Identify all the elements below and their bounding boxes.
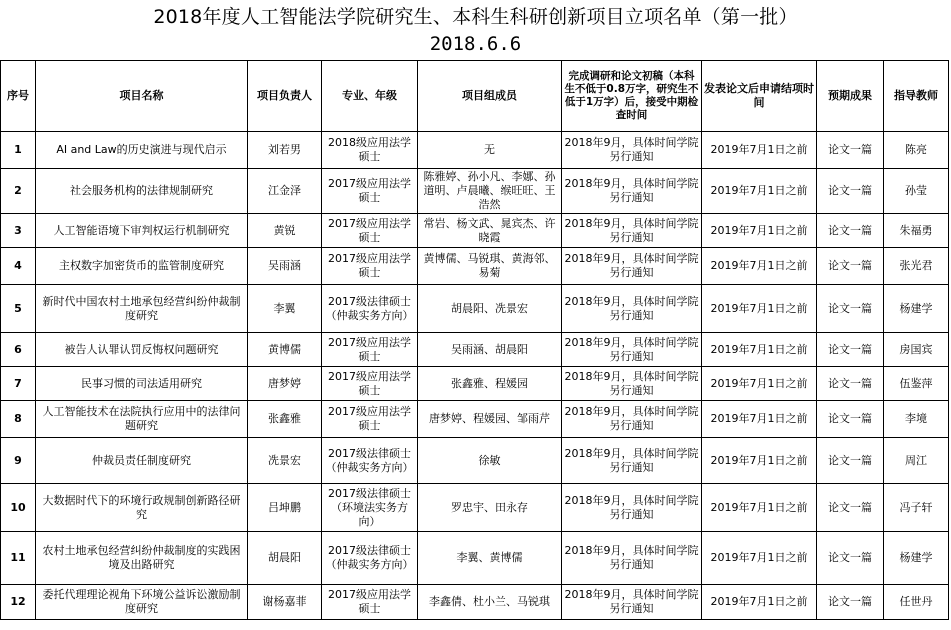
cell-midterm: 2018年9月，具体时间学院另行通知 (562, 484, 702, 532)
cell-members: 无 (418, 132, 562, 169)
cell-advisor: 张光君 (884, 248, 949, 285)
cell-no: 3 (1, 214, 36, 248)
col-header-leader: 项目负责人 (248, 61, 322, 132)
col-header-no: 序号 (1, 61, 36, 132)
cell-major: 2017级法律硕士（仲裁实务方向） (322, 285, 418, 333)
cell-major: 2017级应用法学硕士 (322, 214, 418, 248)
cell-major: 2017级法律硕士（环境法实务方向） (322, 484, 418, 532)
cell-leader: 黄锐 (248, 214, 322, 248)
cell-project-name: 人工智能语境下审判权运行机制研究 (36, 214, 248, 248)
cell-advisor: 杨建学 (884, 532, 949, 585)
cell-no: 1 (1, 132, 36, 169)
cell-midterm: 2018年9月，具体时间学院另行通知 (562, 367, 702, 401)
cell-closing: 2019年7月1日之前 (702, 132, 817, 169)
cell-closing: 2019年7月1日之前 (702, 333, 817, 367)
cell-midterm: 2018年9月，具体时间学院另行通知 (562, 438, 702, 484)
cell-no: 12 (1, 585, 36, 620)
cell-project-name: 被告人认罪认罚反悔权问题研究 (36, 333, 248, 367)
cell-closing: 2019年7月1日之前 (702, 438, 817, 484)
cell-members: 吴雨涵、胡晨阳 (418, 333, 562, 367)
cell-leader: 吴雨涵 (248, 248, 322, 285)
cell-advisor: 杨建学 (884, 285, 949, 333)
cell-closing: 2019年7月1日之前 (702, 285, 817, 333)
col-header-closing: 发表论文后申请结项时间 (702, 61, 817, 132)
table-row (1, 214, 949, 248)
cell-project-name: 委托代理理论视角下环境公益诉讼激励制度研究 (36, 585, 248, 620)
col-header-midterm: 完成调研和论文初稿（本科生不低于0.8万字，研究生不低于1万字）后，接受中期检查时间 (562, 61, 702, 132)
cell-advisor: 房国宾 (884, 333, 949, 367)
cell-major: 2017级应用法学硕士 (322, 248, 418, 285)
project-table (0, 60, 949, 620)
cell-closing: 2019年7月1日之前 (702, 484, 817, 532)
cell-members: 唐梦婷、程媛园、邹雨芹 (418, 401, 562, 438)
cell-leader: 张鑫雅 (248, 401, 322, 438)
cell-outcome: 论文一篇 (817, 367, 884, 401)
cell-major: 2017级法律硕士（仲裁实务方向） (322, 532, 418, 585)
cell-advisor: 伍鉴萍 (884, 367, 949, 401)
table-row (1, 585, 949, 620)
cell-major: 2017级应用法学硕士 (322, 401, 418, 438)
cell-outcome: 论文一篇 (817, 585, 884, 620)
cell-midterm: 2018年9月，具体时间学院另行通知 (562, 214, 702, 248)
table-row (1, 438, 949, 484)
cell-midterm: 2018年9月，具体时间学院另行通知 (562, 532, 702, 585)
cell-leader: 胡晨阳 (248, 532, 322, 585)
cell-no: 4 (1, 248, 36, 285)
cell-outcome: 论文一篇 (817, 333, 884, 367)
cell-leader: 李翼 (248, 285, 322, 333)
cell-closing: 2019年7月1日之前 (702, 248, 817, 285)
cell-major: 2017级应用法学硕士 (322, 585, 418, 620)
cell-no: 10 (1, 484, 36, 532)
cell-midterm: 2018年9月，具体时间学院另行通知 (562, 401, 702, 438)
cell-members: 李翼、黄博儒 (418, 532, 562, 585)
cell-leader: 江金泽 (248, 169, 322, 214)
cell-members: 徐敏 (418, 438, 562, 484)
table-header-row (1, 61, 949, 132)
cell-no: 9 (1, 438, 36, 484)
cell-leader: 吕坤鹏 (248, 484, 322, 532)
col-header-major: 专业、年级 (322, 61, 418, 132)
cell-project-name: 主权数字加密货币的监管制度研究 (36, 248, 248, 285)
cell-project-name: 民事习惯的司法适用研究 (36, 367, 248, 401)
cell-outcome: 论文一篇 (817, 169, 884, 214)
cell-no: 6 (1, 333, 36, 367)
table-row (1, 132, 949, 169)
cell-midterm: 2018年9月，具体时间学院另行通知 (562, 285, 702, 333)
cell-leader: 黄博儒 (248, 333, 322, 367)
cell-advisor: 任世丹 (884, 585, 949, 620)
col-header-outcome: 预期成果 (817, 61, 884, 132)
cell-no: 7 (1, 367, 36, 401)
table-row (1, 333, 949, 367)
table-row (1, 248, 949, 285)
cell-major: 2017级应用法学硕士 (322, 367, 418, 401)
cell-closing: 2019年7月1日之前 (702, 214, 817, 248)
table-row (1, 401, 949, 438)
cell-midterm: 2018年9月，具体时间学院另行通知 (562, 248, 702, 285)
cell-project-name: 新时代中国农村土地承包经营纠纷仲裁制度研究 (36, 285, 248, 333)
cell-advisor: 陈亮 (884, 132, 949, 169)
cell-major: 2017级法律硕士（仲裁实务方向） (322, 438, 418, 484)
cell-outcome: 论文一篇 (817, 438, 884, 484)
cell-no: 8 (1, 401, 36, 438)
table-row (1, 484, 949, 532)
cell-outcome: 论文一篇 (817, 401, 884, 438)
cell-outcome: 论文一篇 (817, 285, 884, 333)
cell-closing: 2019年7月1日之前 (702, 532, 817, 585)
cell-outcome: 论文一篇 (817, 248, 884, 285)
cell-project-name: 农村土地承包经营纠纷仲裁制度的实践困境及出路研究 (36, 532, 248, 585)
cell-no: 5 (1, 285, 36, 333)
cell-outcome: 论文一篇 (817, 532, 884, 585)
table-row (1, 169, 949, 214)
page-date: 2018.6.6 (429, 33, 522, 55)
cell-leader: 唐梦婷 (248, 367, 322, 401)
cell-no: 11 (1, 532, 36, 585)
cell-leader: 刘若男 (248, 132, 322, 169)
cell-project-name: 人工智能技术在法院执行应用中的法律问题研究 (36, 401, 248, 438)
cell-advisor: 孙莹 (884, 169, 949, 214)
cell-outcome: 论文一篇 (817, 484, 884, 532)
cell-members: 陈雅婷、孙小凡、李娜、孙道明、卢晨曦、缑旺旺、王浩然 (418, 169, 562, 214)
cell-leader: 冼景宏 (248, 438, 322, 484)
cell-members: 罗忠宇、田永存 (418, 484, 562, 532)
cell-outcome: 论文一篇 (817, 214, 884, 248)
cell-major: 2017级应用法学硕士 (322, 169, 418, 214)
cell-members: 黄博儒、马锐琪、黄海邻、易菊 (418, 248, 562, 285)
cell-members: 李鑫倩、杜小兰、马锐琪 (418, 585, 562, 620)
cell-advisor: 周江 (884, 438, 949, 484)
cell-major: 2017级应用法学硕士 (322, 333, 418, 367)
table-row (1, 367, 949, 401)
cell-project-name: 大数据时代下的环境行政规制创新路径研究 (36, 484, 248, 532)
cell-midterm: 2018年9月，具体时间学院另行通知 (562, 333, 702, 367)
table-row (1, 532, 949, 585)
col-header-advisor: 指导教师 (884, 61, 949, 132)
cell-advisor: 李境 (884, 401, 949, 438)
cell-midterm: 2018年9月，具体时间学院另行通知 (562, 169, 702, 214)
cell-midterm: 2018年9月，具体时间学院另行通知 (562, 585, 702, 620)
cell-closing: 2019年7月1日之前 (702, 585, 817, 620)
col-header-members: 项目组成员 (418, 61, 562, 132)
cell-members: 胡晨阳、冼景宏 (418, 285, 562, 333)
cell-closing: 2019年7月1日之前 (702, 401, 817, 438)
cell-project-name: 社会服务机构的法律规制研究 (36, 169, 248, 214)
cell-major: 2018级应用法学硕士 (322, 132, 418, 169)
cell-no: 2 (1, 169, 36, 214)
cell-members: 张鑫雅、程媛园 (418, 367, 562, 401)
cell-project-name: AI and Law的历史演进与现代启示 (36, 132, 248, 169)
cell-advisor: 冯子轩 (884, 484, 949, 532)
cell-outcome: 论文一篇 (817, 132, 884, 169)
cell-leader: 谢杨嘉菲 (248, 585, 322, 620)
cell-closing: 2019年7月1日之前 (702, 367, 817, 401)
page-title: 2018年度人工智能法学院研究生、本科生科研创新项目立项名单（第一批） (153, 6, 798, 28)
cell-members: 常岩、杨文武、晁宾杰、许晓霞 (418, 214, 562, 248)
table-row (1, 285, 949, 333)
cell-closing: 2019年7月1日之前 (702, 169, 817, 214)
cell-midterm: 2018年9月，具体时间学院另行通知 (562, 132, 702, 169)
col-header-project-name: 项目名称 (36, 61, 248, 132)
cell-project-name: 仲裁员责任制度研究 (36, 438, 248, 484)
cell-advisor: 朱福勇 (884, 214, 949, 248)
